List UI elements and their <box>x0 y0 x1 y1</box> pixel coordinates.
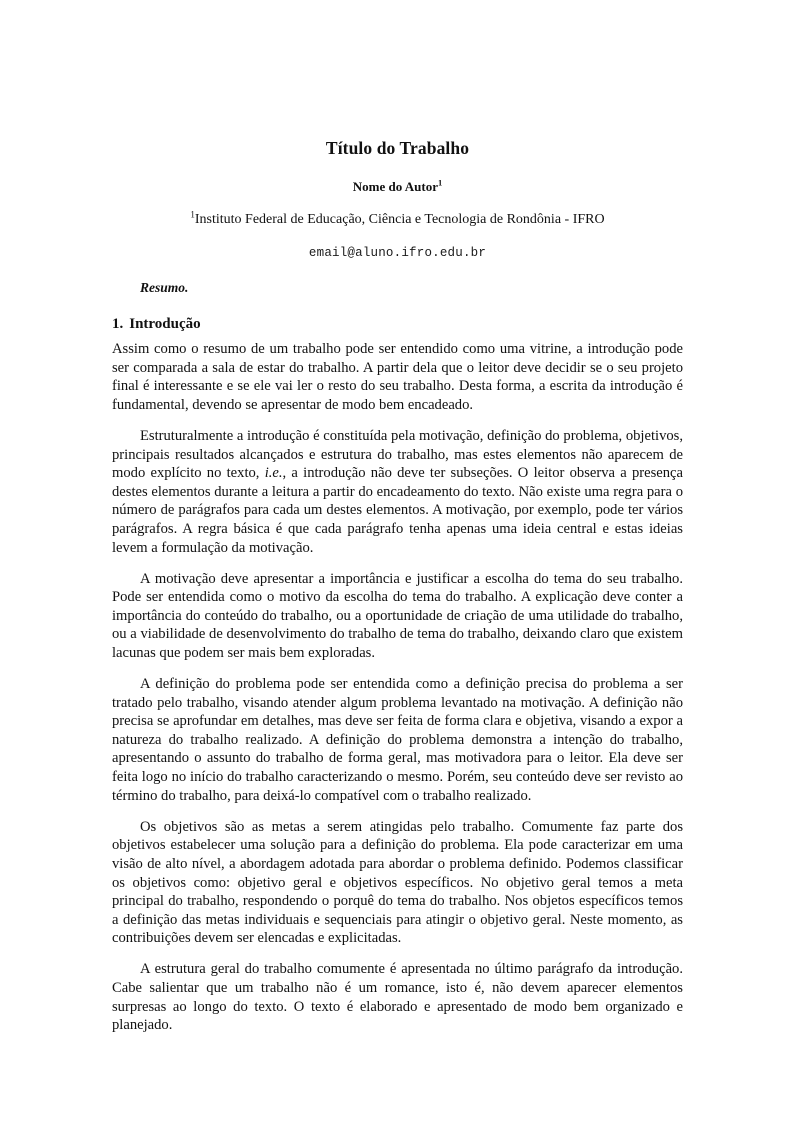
paragraph-3: A motivação deve apresentar a importância e justificar a escolha do tema do seu trabalho. Pode ser entendida como o motivo da escolha do tema do trabalho. A explicação deve conter a importância do conteúdo do trabalho, ou a oportunidade de criação de uma utilidade do trabalho, ou a viabilidade de desenvolvimento do trabalho de tema do trabalho, deixando claro que existem lacunas que podem ser mais bem exploradas. <box>112 570 683 661</box>
paragraph-2 <box>112 427 683 557</box>
paragraph-2-part-b: , a introdução não deve ter subseções. O leitor observa a presença destes elementos durante a leitura a partir do encadeamento do texto. Não existe uma regra para o número de parágrafos para cada um destes elementos. A motivação, por exemplo, pode ter vários parágrafos. A regra básica é que cada parágrafo tenha apenas uma ideia central e estas ideias levem a formulação da motivação. <box>112 465 683 556</box>
paragraph-2-part-a: Estruturalmente a introdução é constituída pela motivação, definição do problema, objetivos, principais resultados alcançados e estrutura do trabalho, mas estes elementos não aparecem de modo explícito no texto, <box>112 427 683 482</box>
abstract-label: Resumo. <box>140 280 189 296</box>
author-footnote-marker: 1 <box>437 177 443 188</box>
paper-content <box>112 0 683 1035</box>
author-line <box>112 179 683 195</box>
paragraph-1: Assim como o resumo de um trabalho pode ser entendido como uma vitrine, a introdução pode ser comparada a sala de estar do trabalho. A partir dela que o leitor deve decidir se o seu projeto final é interessante e se ele vai ler o resto do seu trabalho. Desta forma, a escrita da introdução é fundamental, devendo se apresentar de modo bem encadeado. <box>112 341 683 413</box>
paragraph-5: Os objetivos são as metas a serem atingidas pelo trabalho. Comumente faz parte dos objetivos estabelecer uma solução para a definição do problema. Ela pode caracterizar em uma visão de alto nível, a abordagem adotada para abordar o problema definido. Podemos classificar os objetivos como: objetivo geral e objetivos específicos. No objetivo geral temos a meta principal do trabalho, respondendo o porquê do tema do trabalho. Nos objetos específicos temos a definição das metas individuais e sequenciais para atingir o objetivo geral. Neste momento, as contribuições devem ser elencadas e explicitadas. <box>112 818 683 947</box>
author-name: Nome do Autor <box>352 179 438 194</box>
section-title: Introdução <box>129 316 201 333</box>
affiliation-line <box>112 208 683 229</box>
section-heading-introducao <box>112 315 683 333</box>
paragraph-2-emphasis: i.e. <box>264 465 283 482</box>
paragraph-6: A estrutura geral do trabalho comumente é apresentada no último parágrafo da introdução. Cabe salientar que um trabalho não é um romance, isto é, não devem aparecer elementos surpresas ao longo do texto. O texto é elaborado e apresentado de modo bem organizado e planejado. <box>112 961 683 1034</box>
author-email: email@aluno.ifro.edu.br <box>308 246 487 261</box>
affiliation-text: Instituto Federal de Educação, Ciência e Tecnologia de Rondônia - IFRO <box>194 211 605 227</box>
paragraph-4: A definição do problema pode ser entendida como a definição precisa do problema a ser tratado pelo trabalho, visando atender algum problema levantado na motivação. A definição não precisa se aprofundar em detalhes, mas deve ser feita de forma clara e objetiva, visando a expor a natureza do trabalho realizado. A definição do problema demonstra a intenção do trabalho, apresentando o assunto do trabalho de forma geral, mas motivadora para o leitor. Ela deve ser feita logo no início do trabalho caracterizando o mesmo. Porém, seu conteúdo deve ser revisto ao término do trabalho, para deixá-lo compatível com o trabalho realizado. <box>112 676 683 804</box>
affiliation-marker: 1 <box>190 208 195 219</box>
section-number: 1. <box>112 316 124 333</box>
paper-title: Título do Trabalho <box>325 138 470 158</box>
